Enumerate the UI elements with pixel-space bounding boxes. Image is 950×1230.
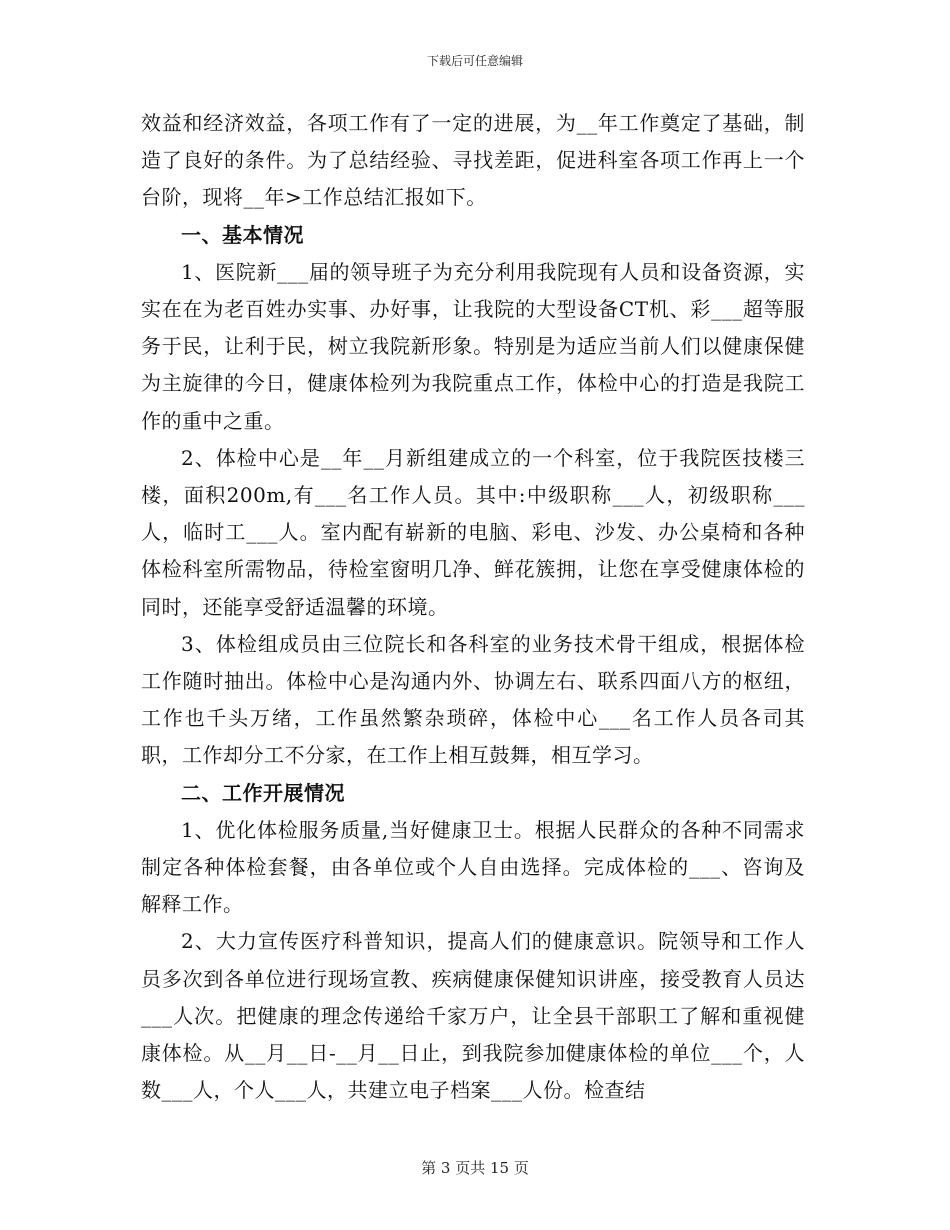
page-header: 下载后可任意编辑 (426, 54, 523, 68)
paragraph-intro-continued: 效益和经济效益，各项工作有了一定的进展，为__年工作奠定了基础，制造了良好的条件。为了总结经验、寻找差距，促进科室各项工作再上一个台阶，现将__年>工作总结汇报如下。 (141, 111, 805, 210)
page-footer: 第 3 页共 15 页 (421, 1159, 529, 1177)
paragraph-work-1: 1、优化体检服务质量,当好健康卫士。根据人民群众的各种不同需求制定各种体检套餐，由各单位或个人自由选择。完成体检的___、咨询及解释工作。 (141, 817, 805, 917)
section-heading-basic-situation: 一、基本情况 (181, 222, 304, 247)
paragraph-basic-1: 1、医院新___届的领导班子为充分利用我院现有人员和设备资源，实实在在为老百姓办实事、办好事，让我院的大型设备CT机、彩___超等服务于民，让利于民，树立我院新形象。特别是为适应当前人们以健康保健为主旋律的今日，健康体检列为我院重点工作，体检中心的打造是我院工作的重中之重。 (141, 259, 805, 433)
paragraph-basic-2: 2、体检中心是__年__月新组建成立的一个科室，位于我院医技楼三楼，面积200m,有___名工作人员。其中:中级职称___人，初级职称___人，临时工___人。室内配有崭新的电脑、彩电、沙发、办公桌椅和各种体检科室所需物品，待检室窗明几净、鲜花簇拥，让您在享受健康体检的同时，还能享受舒适温馨的环境。 (141, 445, 805, 619)
paragraph-basic-3: 3、体检组成员由三位院长和各科室的业务技术骨干组成，根据体检工作随时抽出。体检中心是沟通内外、协调左右、联系四面八方的枢纽，工作也千头万绪，工作虽然繁杂琐碎，体检中心___名工作人员各司其职，工作却分工不分家，在工作上相互鼓舞，相互学习。 (141, 631, 805, 768)
paragraph-work-2: 2、大力宣传医疗科普知识，提高人们的健康意识。院领导和工作人员多次到各单位进行现场宣教、疾病健康保健知识讲座，接受教育人员达___人次。把健康的理念传递给千家万户，让全县干部职工了解和重视健康体检。从__月__日-__月__日止，到我院参加健康体检的单位___个，人数___人，个人___人，共建立电子档案___人份。检查结 (141, 929, 805, 1103)
document-body (141, 105, 805, 1109)
section-heading-work-progress: 二、工作开展情况 (181, 780, 345, 805)
